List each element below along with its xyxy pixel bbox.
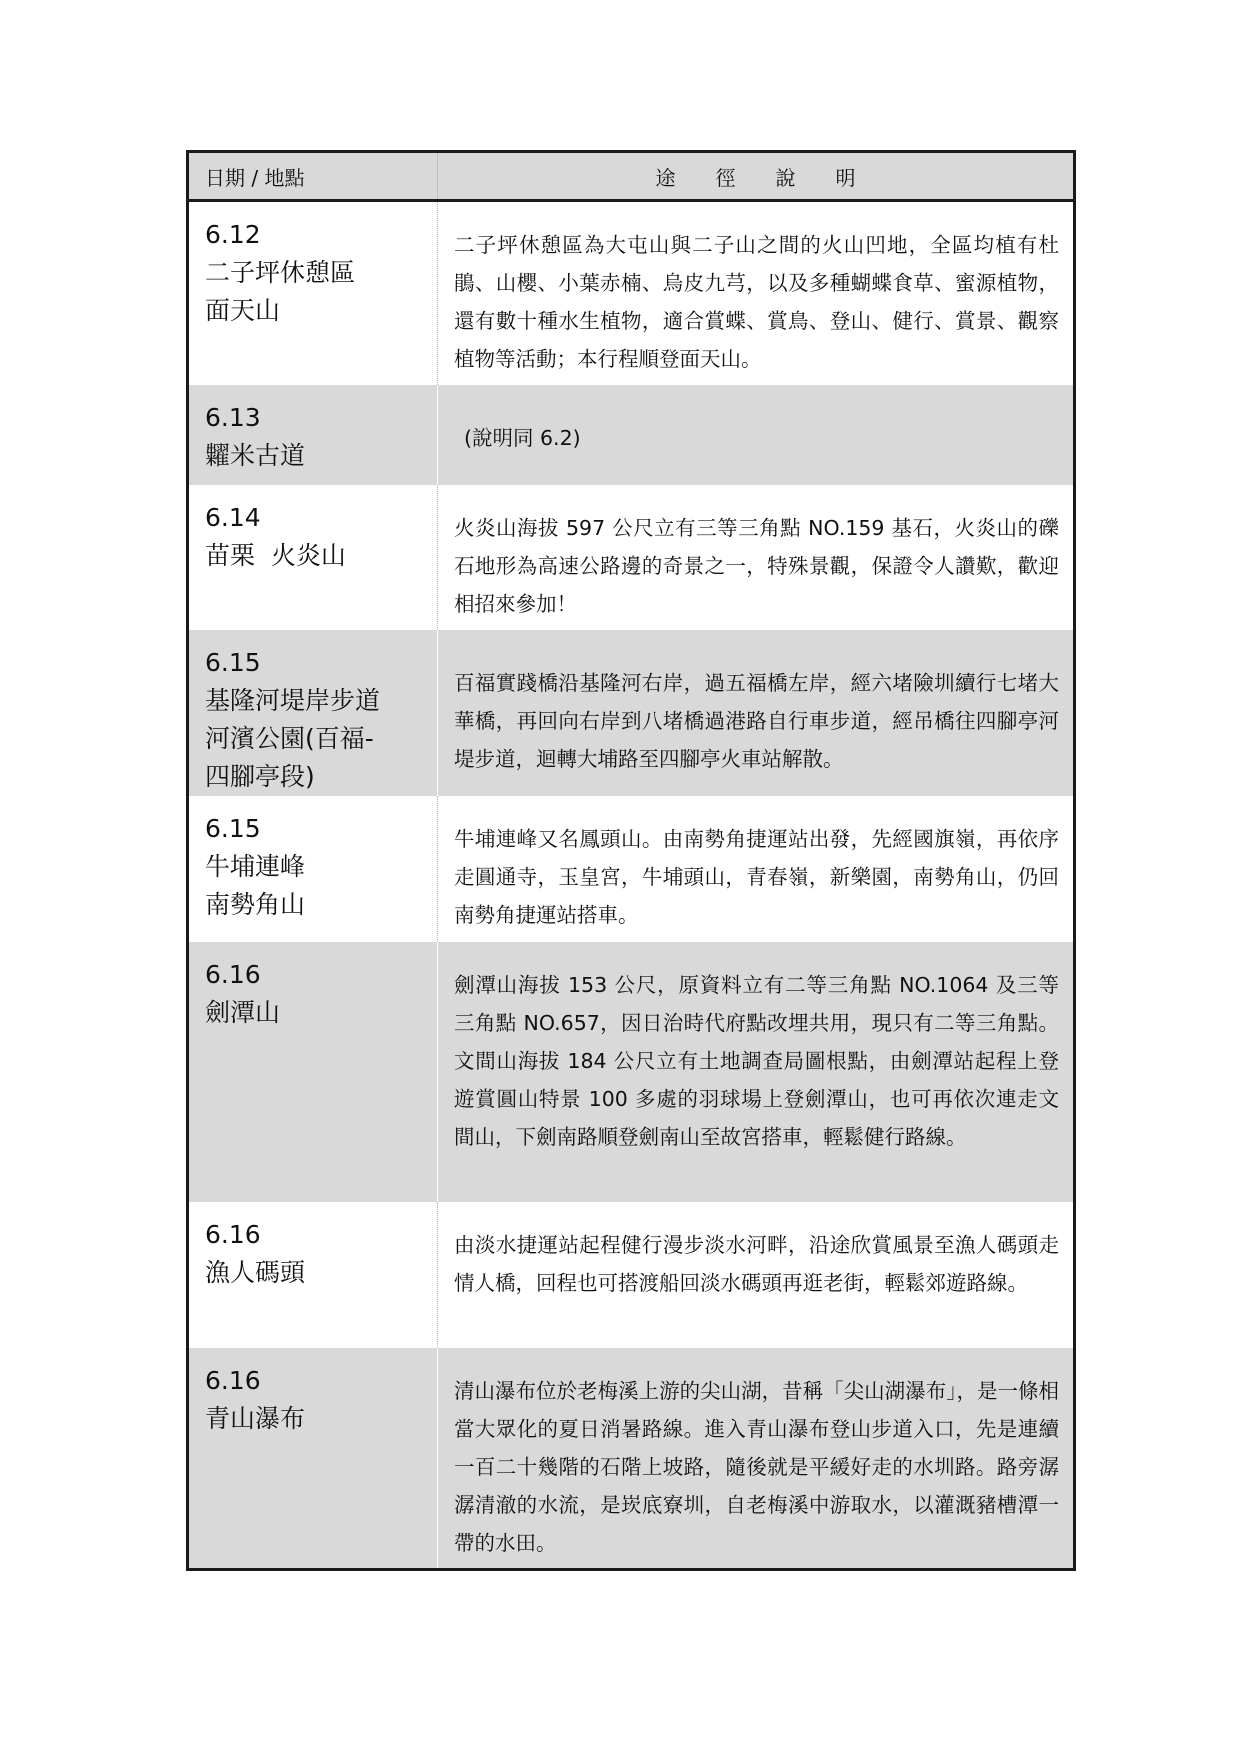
- route-description: 牛埔連峰又名鳳頭山。由南勢角捷運站出發，先經國旗嶺，再依序走圓通寺，玉皇宮，牛埔頭山，青春嶺，新樂園，南勢角山，仍回南勢角捷運站搭車。: [454, 826, 1059, 927]
- table-row: [188, 796, 1075, 942]
- date: 6.15: [205, 813, 261, 843]
- location-name: 二子坪休憩區: [205, 258, 356, 287]
- date: 6.15: [205, 647, 261, 677]
- date-location-cell: [188, 201, 438, 385]
- date-location-header: 日期 / 地點: [188, 152, 438, 201]
- date-location-cell: [188, 1348, 438, 1570]
- location-name: 基隆河堤岸步道: [205, 685, 381, 715]
- location-name: 南勢角山: [205, 889, 306, 919]
- date: 6.14: [205, 502, 261, 532]
- date-location-cell: [188, 942, 438, 1202]
- route-description: (說明同 6.2): [438, 385, 1075, 485]
- route-description-header: 途徑說明: [438, 152, 1075, 201]
- header-row: [188, 152, 1075, 201]
- location-name: 面天山: [205, 296, 281, 325]
- table-row: [188, 630, 1075, 796]
- route-description: 由淡水捷運站起程健行漫步淡水河畔，沿途欣賞風景至漁人碼頭走情人橋，回程也可搭渡船回淡水碼頭再逛老街，輕鬆郊遊路線。: [454, 1232, 1059, 1295]
- route-description: 二子坪休憩區為大屯山與二子山之間的火山凹地，全區均植有杜鵑、山櫻、小葉赤楠、烏皮九芎，以及多種蝴蝶食草、蜜源植物，還有數十種水生植物，適合賞蝶、賞鳥、登山、健行、賞景、觀察植物等活動；本行程順登面天山。: [454, 233, 1059, 371]
- route-description: 劍潭山海拔 153 公尺，原資料立有二等三角點 NO.1064 及三等三角點 NO.657，因日治時代府點改埋共用，現只有二等三角點。文間山海拔 184 公尺立有土地調查局圖根點，由劍潭站起程上登遊賞圓山特景 100 多處的羽球場上登劍潭山，也可再依次連走文間山，下劍南路順登劍南山至故宮搭車，輕鬆健行路線。: [438, 942, 1075, 1202]
- location-name: 河濱公園(百福-: [205, 723, 374, 753]
- date-location-cell: [188, 485, 438, 630]
- location-name: 青山瀑布: [205, 1403, 306, 1433]
- location-name: 漁人碼頭: [205, 1257, 306, 1287]
- table-row: [188, 385, 1075, 485]
- table-row: [188, 1202, 1075, 1348]
- route-description: 百福實踐橋沿基隆河右岸，過五福橋左岸，經六堵險圳續行七堵大華橋，再回向右岸到八堵橋過港路自行車步道，經吊橋往四腳亭河堤步道，迴轉大埔路至四腳亭火車站解散。: [438, 630, 1075, 796]
- table-row: [188, 201, 1075, 385]
- date: 6.12: [205, 220, 261, 249]
- route-description: 清山瀑布位於老梅溪上游的尖山湖，昔稱「尖山湖瀑布」，是一條相當大眾化的夏日消暑路線。進入青山瀑布登山步道入口，先是連續一百二十幾階的石階上坡路，隨後就是平緩好走的水圳路。路旁潺潺清澈的水流，是崁底寮圳，自老梅溪中游取水，以灌溉豬槽潭一帶的水田。: [438, 1348, 1075, 1570]
- date-location-cell: [188, 1202, 438, 1348]
- table-row: [188, 942, 1075, 1202]
- date: 6.16: [205, 1365, 261, 1395]
- location-name: 牛埔連峰: [205, 851, 306, 881]
- schedule-table: [186, 150, 1076, 1571]
- location-name: 苗栗 火炎山: [205, 540, 346, 570]
- date: 6.16: [205, 1219, 261, 1249]
- route-description: 火炎山海拔 597 公尺立有三等三角點 NO.159 基石，火炎山的礫石地形為高速公路邊的奇景之一，特殊景觀，保證令人讚歎，歡迎相招來參加！: [454, 515, 1059, 616]
- date: 6.13: [205, 402, 261, 432]
- location-name: 四腳亭段): [205, 761, 315, 791]
- location-name: 糶米古道: [205, 440, 306, 470]
- date-location-cell: [188, 630, 438, 796]
- table-row: [188, 1348, 1075, 1570]
- location-name: 劍潭山: [205, 997, 281, 1027]
- table-row: [188, 485, 1075, 630]
- date: 6.16: [205, 959, 261, 989]
- date-location-cell: [188, 385, 438, 485]
- date-location-cell: [188, 796, 438, 942]
